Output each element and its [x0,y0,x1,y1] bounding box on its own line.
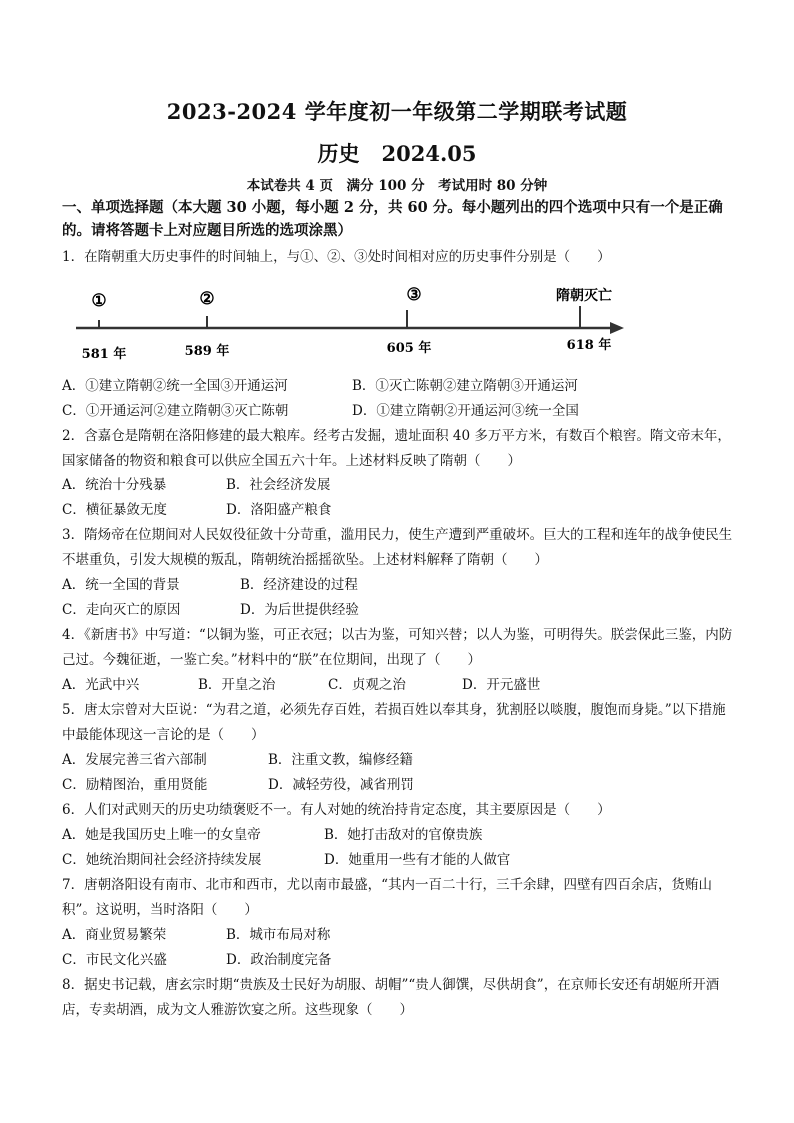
question-1-options [62,374,736,423]
option-a[interactable]: A．统治十分残暴 [62,477,167,493]
question-4-options [62,673,736,698]
question-8-stem: 8．据史书记载，唐玄宗时期“贵族及士民好为胡服、胡帽”“贵人御馔，尽供胡食”，在京师长安还有胡姬所开酒店，专卖胡酒，成为文人雅游饮宴之所。这些现象（ ） [62,977,720,1018]
option-c[interactable]: C．贞观之治 [328,677,406,693]
option-d[interactable]: D．开元盛世 [462,677,541,693]
option-b[interactable]: B．注重文教，编修经籍 [268,752,413,768]
timeline-mark-4: 隋朝灭亡 [556,288,612,304]
section-heading: 一、单项选择题（本大题 30 小题，每小题 2 分，共 60 分。每小题列出的四个选项中只有一个是正确的。请将答题卡上对应题目所选的选项涂黑） [62,199,723,239]
exam-title: 2023-2024 学年度初一年级第二学期联考试题 [166,99,628,124]
option-c[interactable]: C．她统治期间社会经济持续发展 [62,851,262,868]
question-6-stem: 6．人们对武则天的历史功绩褒贬不一。有人对她的统治持肯定态度，其主要原因是（ ） [62,802,611,818]
option-b[interactable]: B．开皇之治 [198,677,276,693]
option-c[interactable]: C．励精图治，重用贤能 [62,776,208,793]
option-b[interactable]: B．城市布局对称 [226,927,331,943]
timeline-arrow [610,322,624,334]
timeline-mark-2: ② [199,289,215,309]
option-a[interactable]: A．她是我国历史上唯一的女皇帝 [62,827,261,843]
question-5-options [62,748,736,797]
option-a[interactable]: A．发展完善三省六部制 [62,752,207,768]
question-6-options [62,823,736,872]
exam-date: 2024.05 [381,141,477,166]
timeline-year-1: 581 年 [81,347,127,362]
option-a[interactable]: A．统一全国的背景 [62,577,180,593]
option-c[interactable]: C．横征暴敛无度 [62,501,167,518]
option-d[interactable]: D．她重用一些有才能的人做官 [324,851,511,868]
option-c[interactable]: C．走向灭亡的原因 [62,601,181,618]
option-d[interactable]: D．洛阳盛产粮食 [226,501,332,518]
timeline-mark-1: ① [91,291,107,311]
option-c[interactable]: C．①开通运河②建立隋朝③灭亡陈朝 [62,402,289,419]
subject-name: 历史 [317,141,360,166]
option-a[interactable]: A．光武中兴 [62,677,140,693]
option-d[interactable]: D．①建立隋朝②开通运河③统一全国 [352,402,579,419]
timeline-year-4: 618 年 [566,338,612,353]
option-b[interactable]: B．经济建设的过程 [240,577,358,593]
question-1-stem: 1．在隋朝重大历史事件的时间轴上，与①、②、③处时间相对应的历史事件分别是（ ） [62,249,611,265]
option-d[interactable]: D．为后世提供经验 [240,601,359,618]
option-c[interactable]: C．市民文化兴盛 [62,951,167,968]
option-b[interactable]: B．社会经济发展 [226,477,331,493]
question-5-stem: 5．唐太宗曾对大臣说：“为君之道，必须先存百姓，若损百姓以奉其身，犹割胫以啖腹，腹饱而身毙。”以下措施中最能体现这一言论的是（ ） [62,702,726,743]
timeline-year-3: 605 年 [386,341,432,356]
question-3-options [62,573,736,622]
question-7-stem: 7．唐朝洛阳设有南市、北市和西市，尤以南市最盛，“其内一百二十行，三千余肆，四壁有四百余店，货贿山积”。这说明，当时洛阳（ ） [62,877,712,918]
question-3-stem: 3．隋炀帝在位期间对人民奴役征敛十分苛重，滥用民力，使生产遭到严重破坏。巨大的工程和连年的战争使民生不堪重负，引发大规模的叛乱，隋朝统治摇摇欲坠。上述材料解释了隋朝（ ） [62,527,733,568]
question-7-options [62,923,736,972]
question-2-stem: 2．含嘉仓是隋朝在洛阳修建的最大粮库。经考古发掘，遗址面积 40 多万平方米，有数百个粮窖。隋文帝末年，国家储备的物资和粮食可以供应全国五六十年。上述材料反映了隋朝（ ） [62,428,731,469]
question-2-options [62,473,736,522]
option-d[interactable]: D．减轻劳役，减省刑罚 [268,776,414,793]
timeline-diagram [62,280,662,370]
subject-line [0,138,794,168]
question-4-stem: 4．《新唐书》中写道：“以铜为鉴，可正衣冠；以古为鉴，可知兴替；以人为鉴，可明得失。朕尝保此三鉴，内防己过。今魏征逝，一鉴亡矣。”材料中的“朕”在位期间，出现了（ ） [62,627,733,668]
option-b[interactable]: B．①灭亡陈朝②建立隋朝③开通运河 [352,378,578,394]
option-b[interactable]: B．她打击敌对的官僚贵族 [324,827,483,843]
timeline-mark-3: ③ [406,285,422,305]
option-d[interactable]: D．政治制度完备 [226,951,332,968]
exam-info: 本试卷共 4 页 满分 100 分 考试用时 80 分钟 [246,178,548,194]
option-a[interactable]: A．商业贸易繁荣 [62,927,167,943]
timeline-year-2: 589 年 [184,344,230,359]
option-a[interactable]: A．①建立隋朝②统一全国③开通运河 [62,378,288,394]
